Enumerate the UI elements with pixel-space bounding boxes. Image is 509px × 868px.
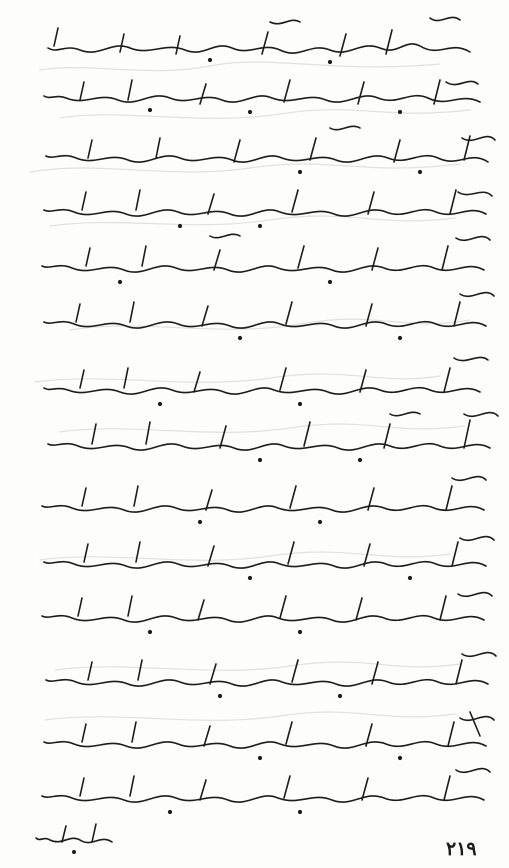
script-line [44,190,492,227]
script-line [44,357,488,405]
page-number: ۲۱۹ [446,838,477,860]
catchword [36,824,112,853]
script-line [42,593,492,634]
script-line [44,712,494,759]
script-line [44,537,494,580]
script-line [44,293,494,340]
script-line [46,653,496,698]
script-line [48,412,498,461]
script-line [42,769,490,814]
script-line [46,126,495,173]
script-line [42,477,486,524]
script-line [48,17,470,63]
script-line [44,80,480,113]
script-line [42,234,490,283]
